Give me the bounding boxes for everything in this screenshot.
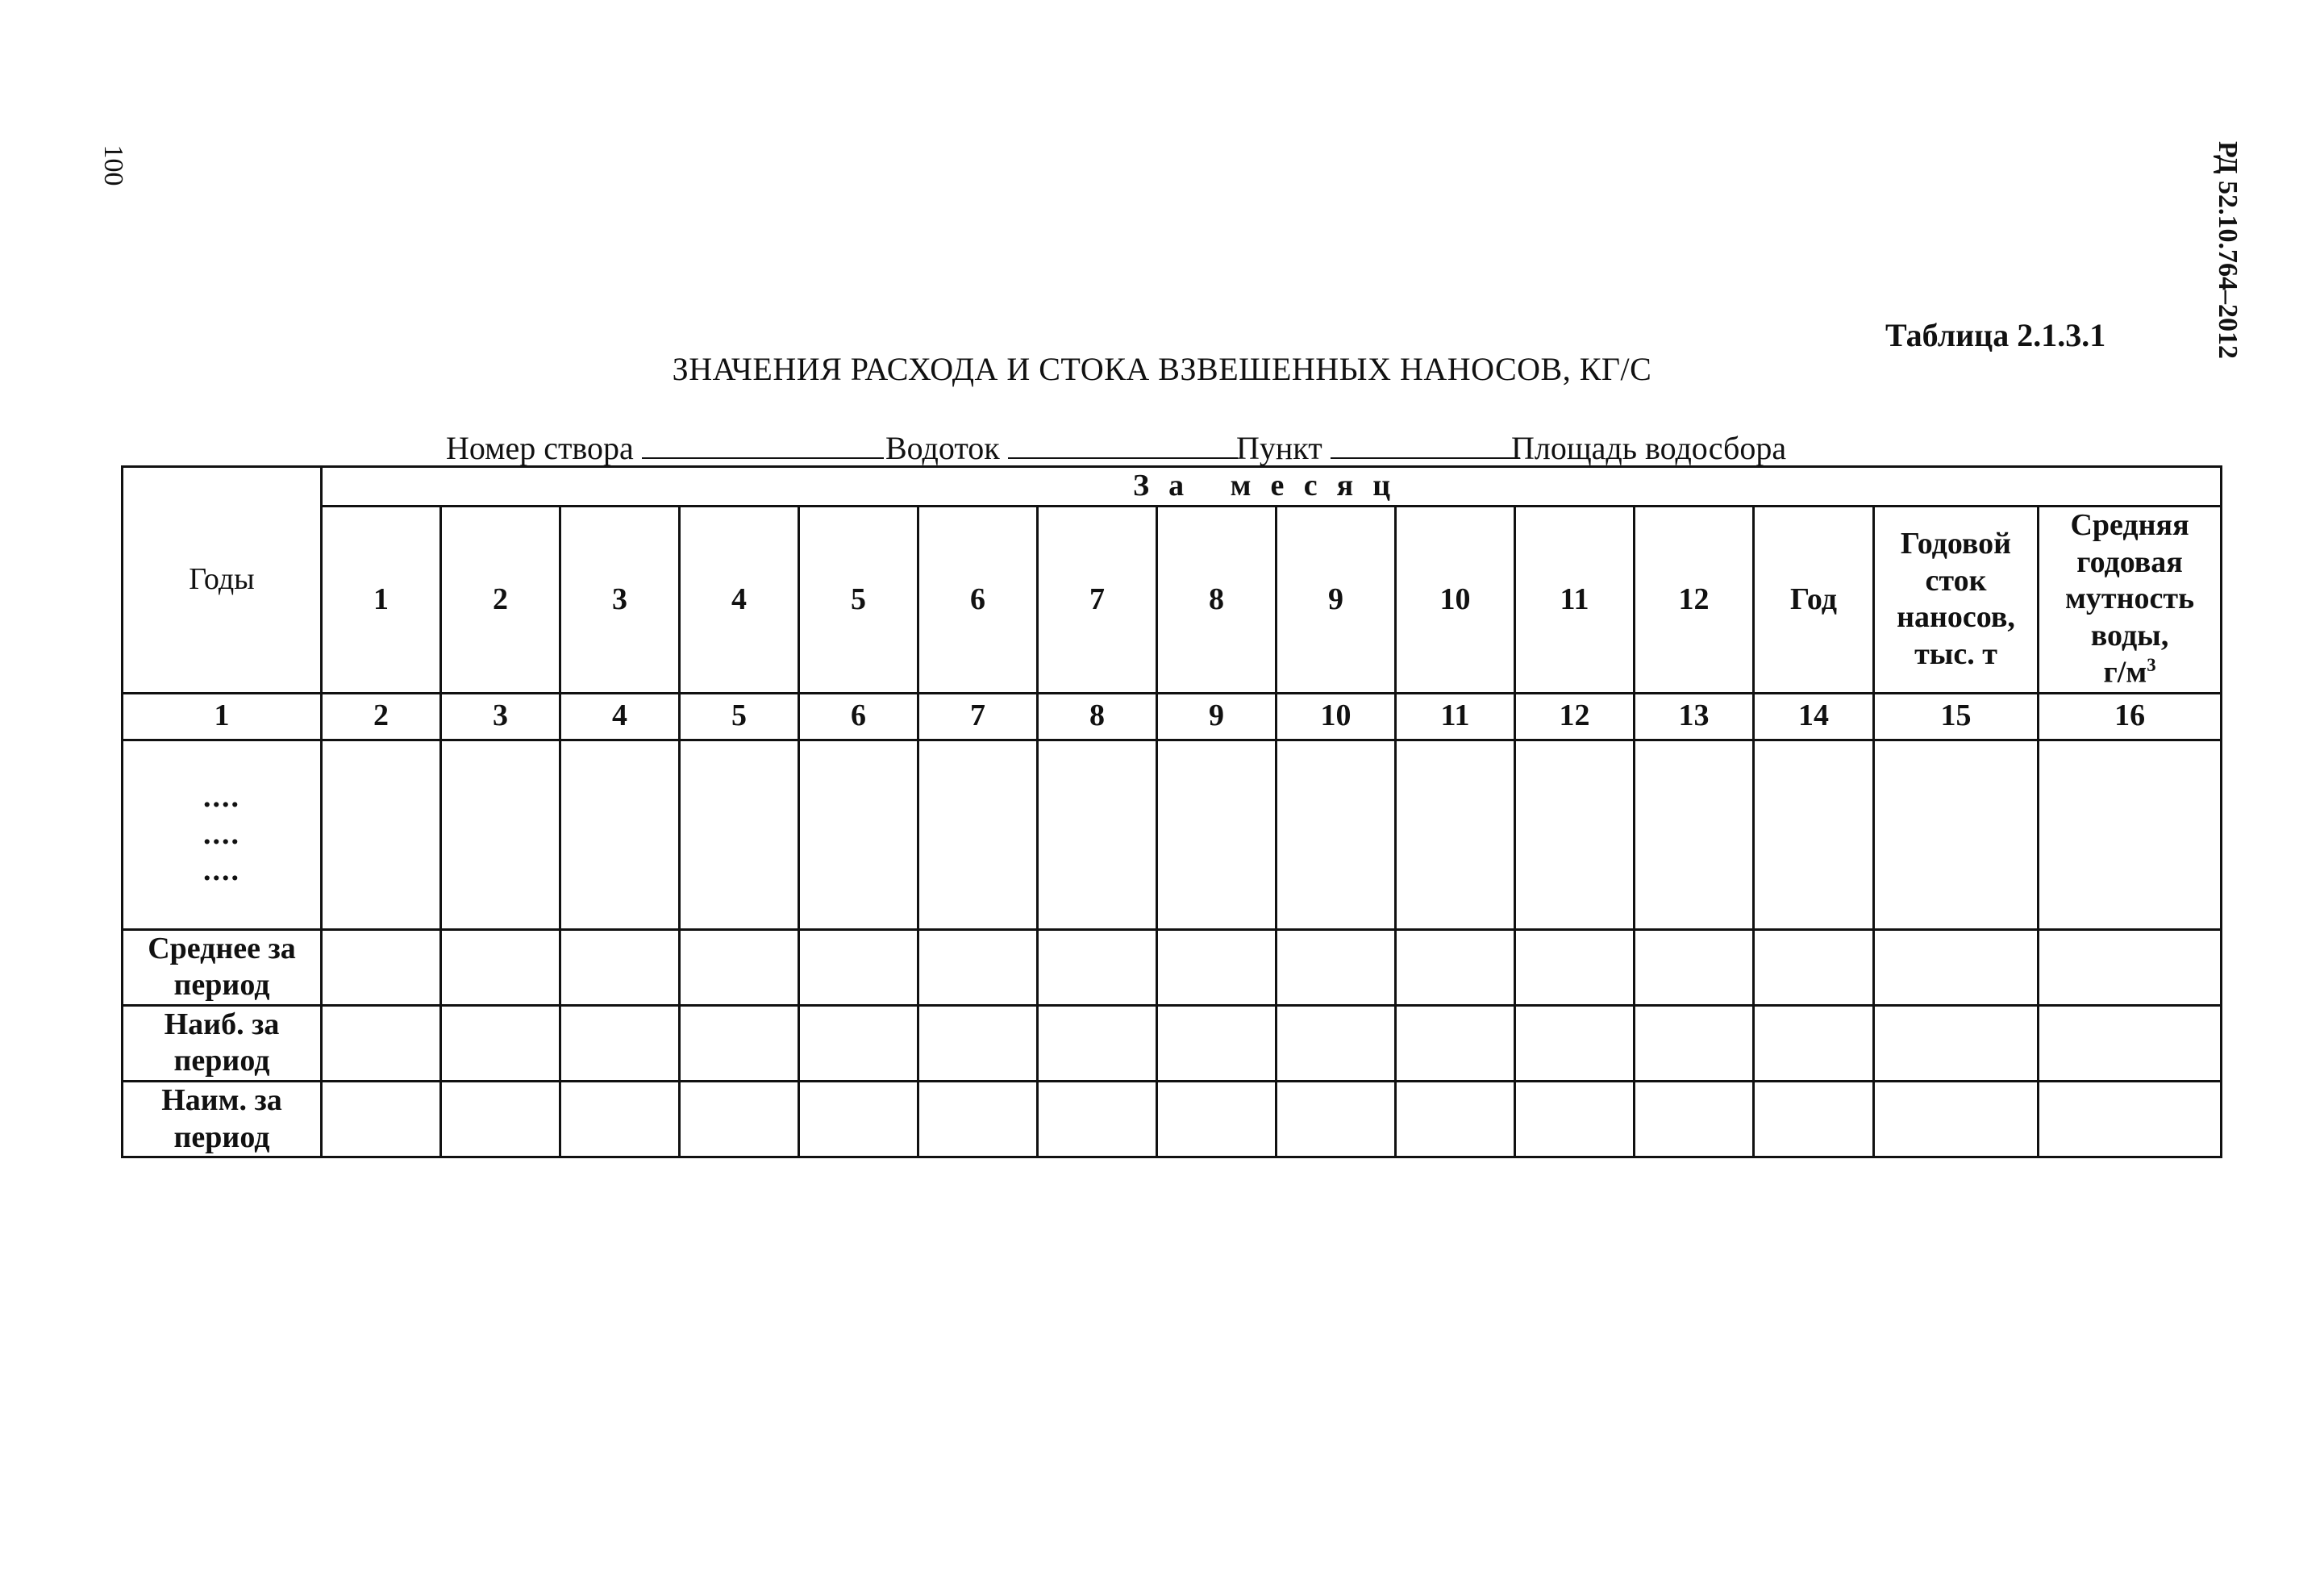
column-number-13: 13 xyxy=(1635,693,1754,740)
header-annual-runoff-line: Годовой xyxy=(1900,527,2012,561)
table-cell-empty xyxy=(322,1005,441,1081)
table-title: ЗНАЧЕНИЯ РАСХОДА И СТОКА ВЗВЕШЕННЫХ НАНОСОВ, КГ/С xyxy=(672,351,1652,387)
stat-row-label-line: период xyxy=(173,1120,270,1154)
table-cell-empty xyxy=(1515,929,1635,1005)
header-month-group: За месяц xyxy=(322,467,2222,507)
table-cell-empty xyxy=(1038,1082,1157,1157)
table-cell-empty xyxy=(1157,1005,1277,1081)
header-month-2: 2 xyxy=(441,507,560,694)
table-cell-empty xyxy=(1277,740,1396,929)
meta-label-vodotok: Водоток xyxy=(885,430,1000,466)
table-cell-empty xyxy=(1277,1005,1396,1081)
table-cell-empty xyxy=(322,929,441,1005)
table-row-stat xyxy=(123,929,2222,1005)
header-month-12: 12 xyxy=(1635,507,1754,694)
table-cell-empty xyxy=(1515,740,1635,929)
meta-field-area xyxy=(1511,429,1786,467)
table-cell-empty xyxy=(918,1005,1038,1081)
stat-row-label-line: Наиб. за xyxy=(164,1007,280,1041)
meta-blank-vodotok xyxy=(1008,433,1238,459)
document-code: РД 52.10.764–2012 xyxy=(2213,140,2243,360)
table-cell-empty xyxy=(680,1082,799,1157)
header-annual-runoff-line: сток xyxy=(1925,563,1987,598)
ellipsis-line: .... xyxy=(203,853,240,888)
table-cell-empty xyxy=(1635,929,1754,1005)
meta-field-vodotok xyxy=(885,429,1238,467)
table-cell-empty xyxy=(560,1082,680,1157)
column-number-8: 8 xyxy=(1038,693,1157,740)
header-month-8: 8 xyxy=(1157,507,1277,694)
header-years: Годы xyxy=(123,467,322,694)
header-turbidity-text: г/м xyxy=(2103,656,2147,690)
stat-row-label-line: Среднее за xyxy=(148,931,296,965)
ellipsis-line: .... xyxy=(203,816,240,851)
table-cell-empty xyxy=(560,1005,680,1081)
header-annual-runoff-line: наносов, xyxy=(1897,600,2015,635)
header-month-10: 10 xyxy=(1396,507,1515,694)
header-annual-runoff xyxy=(1874,507,2039,694)
table-cell-empty xyxy=(1754,929,1874,1005)
table-cell-empty xyxy=(560,929,680,1005)
table-cell-empty xyxy=(799,929,918,1005)
table-cell-empty xyxy=(1277,1082,1396,1157)
header-month-9: 9 xyxy=(1277,507,1396,694)
sediment-table xyxy=(121,465,2222,1158)
page-number: 100 xyxy=(98,144,128,186)
table-cell-empty xyxy=(1157,1082,1277,1157)
table-cell-empty xyxy=(1635,1082,1754,1157)
table-cell-empty xyxy=(1515,1082,1635,1157)
table-row-data xyxy=(123,740,2222,929)
table-cell-empty xyxy=(441,1005,560,1081)
meta-blank-stvor xyxy=(642,433,884,459)
header-month-5: 5 xyxy=(799,507,918,694)
header-turbidity-text: годовая xyxy=(2076,544,2183,579)
stat-row-label xyxy=(123,929,322,1005)
table-cell-empty xyxy=(1396,1082,1515,1157)
header-turbidity-superscript: 3 xyxy=(2147,655,2156,676)
table-cell-empty xyxy=(322,1082,441,1157)
table-cell-empty xyxy=(1635,1005,1754,1081)
table-cell-empty xyxy=(1754,1082,1874,1157)
table-cell-empty xyxy=(322,740,441,929)
table-cell-empty xyxy=(1157,929,1277,1005)
stat-row-label-line: период xyxy=(173,1044,270,1078)
column-number-2: 2 xyxy=(322,693,441,740)
header-turbidity-line xyxy=(2039,581,2220,618)
table-cell-empty xyxy=(799,1082,918,1157)
table-cell-empty xyxy=(1396,740,1515,929)
header-turbidity-text: Средняя xyxy=(2070,508,2189,542)
table-cell-empty xyxy=(441,1082,560,1157)
table-cell-empty xyxy=(1157,740,1277,929)
column-number-12: 12 xyxy=(1515,693,1635,740)
table-cell-empty xyxy=(799,740,918,929)
stat-row-label xyxy=(123,1005,322,1081)
header-turbidity-line xyxy=(2039,544,2220,582)
table-cell-empty xyxy=(1038,929,1157,1005)
meta-field-punkt xyxy=(1236,429,1520,467)
table-row-stat xyxy=(123,1005,2222,1081)
header-row-columns xyxy=(123,507,2222,694)
table-cell-empty xyxy=(2039,1005,2222,1081)
meta-label-punkt: Пункт xyxy=(1236,430,1322,466)
table-cell-empty xyxy=(2039,1082,2222,1157)
table-cell-empty xyxy=(1874,929,2039,1005)
table-number: Таблица 2.1.3.1 xyxy=(1885,317,2106,353)
table-cell-empty xyxy=(1754,740,1874,929)
table-cell-empty xyxy=(1515,1005,1635,1081)
ellipsis-line: .... xyxy=(203,780,240,815)
header-month-7: 7 xyxy=(1038,507,1157,694)
table-cell-empty xyxy=(799,1005,918,1081)
table-cell-empty xyxy=(1038,1005,1157,1081)
header-turbidity-line xyxy=(2039,618,2220,655)
table-cell-empty xyxy=(1038,740,1157,929)
stat-row-label-line: период xyxy=(173,968,270,1003)
header-turbidity xyxy=(2039,507,2222,694)
header-row-group xyxy=(123,467,2222,507)
table-cell-empty xyxy=(441,929,560,1005)
column-number-row xyxy=(123,693,2222,740)
column-number-16: 16 xyxy=(2039,693,2222,740)
column-number-7: 7 xyxy=(918,693,1038,740)
meta-field-stvor xyxy=(446,429,884,467)
column-number-11: 11 xyxy=(1396,693,1515,740)
table-cell-empty xyxy=(1874,740,2039,929)
table-cell-empty xyxy=(1874,1082,2039,1157)
table-cell-empty xyxy=(2039,929,2222,1005)
header-turbidity-line xyxy=(2039,507,2220,544)
table-cell-empty xyxy=(918,929,1038,1005)
column-number-15: 15 xyxy=(1874,693,2039,740)
header-turbidity-line xyxy=(2039,654,2220,691)
column-number-10: 10 xyxy=(1277,693,1396,740)
header-month-11: 11 xyxy=(1515,507,1635,694)
meta-label-stvor: Номер створа xyxy=(446,430,634,466)
table-cell-empty xyxy=(1396,929,1515,1005)
table-cell-empty xyxy=(441,740,560,929)
table-cell-empty xyxy=(1874,1005,2039,1081)
column-number-1: 1 xyxy=(123,693,322,740)
table-cell-empty xyxy=(680,1005,799,1081)
header-turbidity-text: мутность xyxy=(2065,582,2195,616)
header-month-3: 3 xyxy=(560,507,680,694)
header-month-4: 4 xyxy=(680,507,799,694)
stat-row-label-line: Наим. за xyxy=(161,1083,282,1117)
header-annual-runoff-line: тыс. т xyxy=(1914,636,1997,671)
column-number-5: 5 xyxy=(680,693,799,740)
table-cell-empty xyxy=(680,929,799,1005)
meta-label-area: Площадь водосбора xyxy=(1511,430,1787,466)
table-cell-empty xyxy=(918,1082,1038,1157)
stat-row-label xyxy=(123,1082,322,1157)
header-turbidity-text: воды, xyxy=(2090,618,2169,653)
table-cell-empty xyxy=(680,740,799,929)
column-number-4: 4 xyxy=(560,693,680,740)
column-number-6: 6 xyxy=(799,693,918,740)
header-month-1: 1 xyxy=(322,507,441,694)
table-cell-empty xyxy=(560,740,680,929)
column-number-3: 3 xyxy=(441,693,560,740)
meta-blank-punkt xyxy=(1331,433,1520,459)
table-cell-empty xyxy=(1277,929,1396,1005)
column-number-9: 9 xyxy=(1157,693,1277,740)
table-cell-empty xyxy=(1754,1005,1874,1081)
table-cell-empty xyxy=(2039,740,2222,929)
ellipsis-cell xyxy=(123,740,322,929)
column-number-14: 14 xyxy=(1754,693,1874,740)
header-year: Год xyxy=(1754,507,1874,694)
header-month-6: 6 xyxy=(918,507,1038,694)
table-cell-empty xyxy=(918,740,1038,929)
table-cell-empty xyxy=(1635,740,1754,929)
table-row-stat xyxy=(123,1082,2222,1157)
table-cell-empty xyxy=(1396,1005,1515,1081)
